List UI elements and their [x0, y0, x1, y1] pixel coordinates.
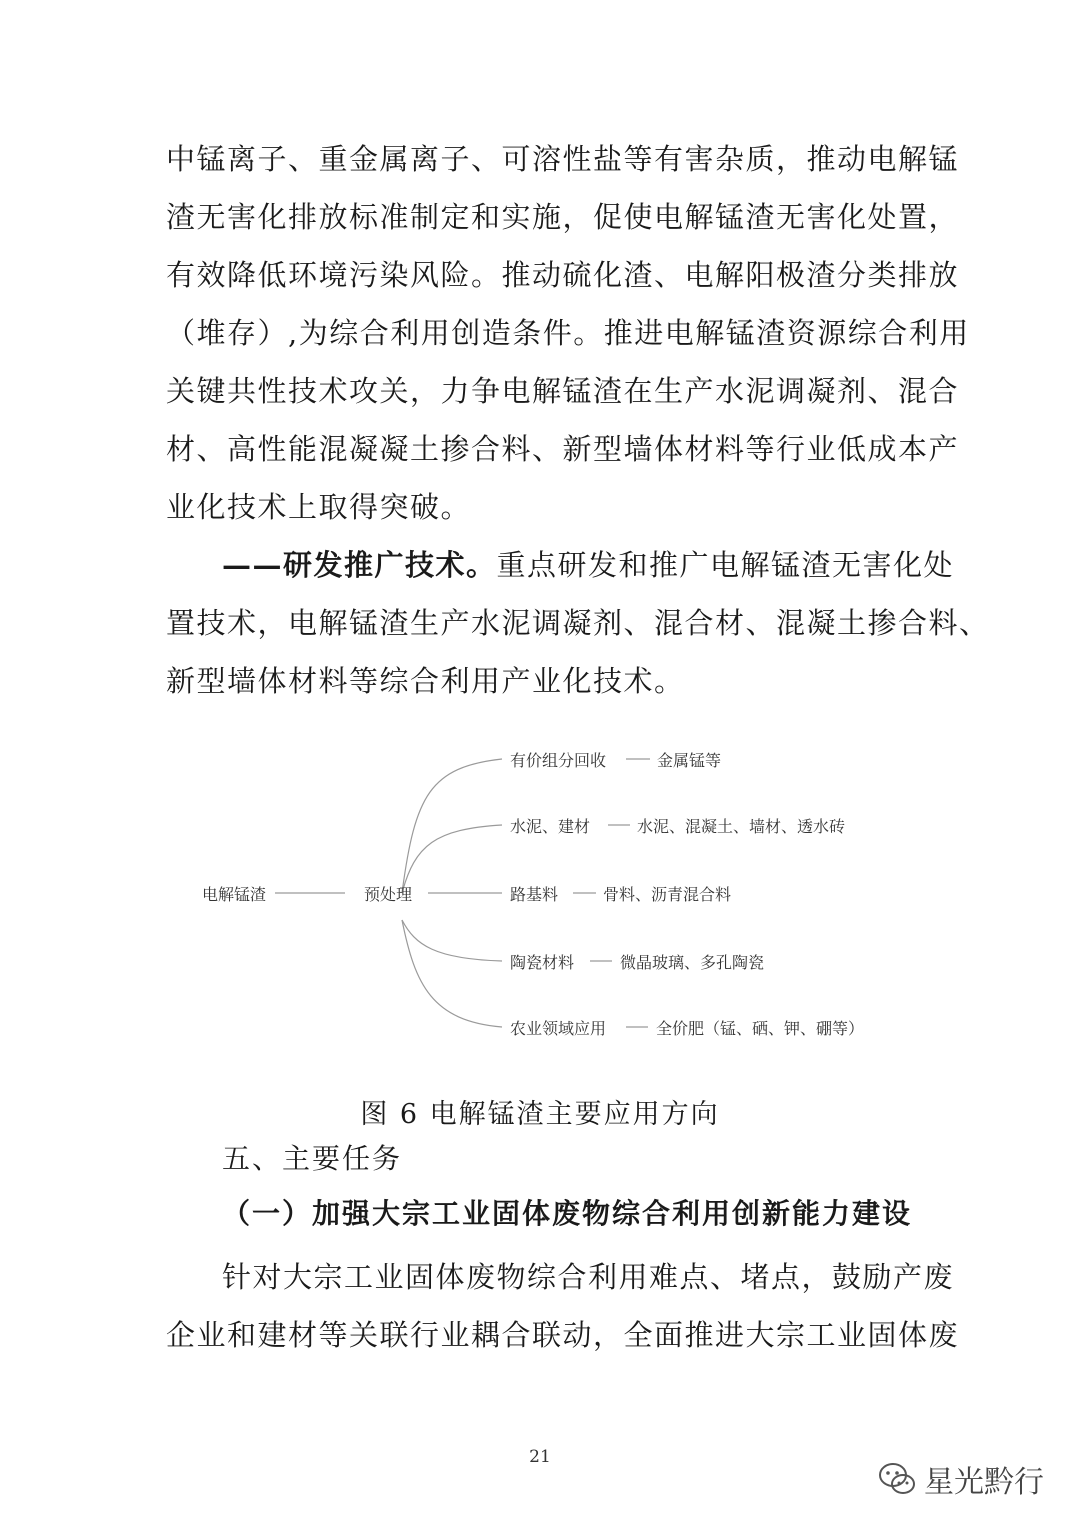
- line-rest: 重点研发和推广电解锰渣无害化处: [496, 548, 955, 582]
- text-line: 中锰离子、重金属离子、可溶性盐等有害杂质，推动电解锰: [166, 142, 960, 176]
- diagram-root-node: 电解锰渣: [202, 885, 267, 904]
- branch-category: 有价组分回收: [510, 751, 607, 770]
- paragraph-2: [166, 536, 990, 710]
- text-line: 关键共性技术攻关，力争电解锰渣在生产水泥调凝剂、混合: [166, 374, 960, 408]
- text-line: 渣无害化排放标准制定和实施，促使电解锰渣无害化处置，: [166, 200, 960, 234]
- figure-caption: 图 6 电解锰渣主要应用方向: [360, 1099, 720, 1130]
- diagram-mid-node: 预处理: [364, 885, 413, 904]
- text-line: 企业和建材等关联行业耦合联动，全面推进大宗工业固体废: [166, 1318, 960, 1352]
- text-line: [166, 536, 955, 594]
- branch-category: 农业领域应用: [510, 1019, 607, 1038]
- bold-lead: ——研发推广技术。: [222, 548, 497, 582]
- subsection-heading: （一）加强大宗工业固体废物综合利用创新能力建设: [222, 1197, 913, 1230]
- connector-branch-5: [402, 920, 502, 1027]
- application-diagram: [180, 735, 900, 1055]
- connector-branch-2: [402, 825, 502, 893]
- connector-branch-4: [402, 920, 502, 961]
- branch-detail: 金属锰等: [657, 751, 722, 770]
- page-number: 21: [529, 1447, 551, 1467]
- paragraph-3: [166, 1248, 960, 1364]
- wechat-icon: [876, 1458, 918, 1500]
- paragraph-1: [166, 130, 970, 536]
- branch-category: 路基料: [510, 885, 559, 904]
- branch-detail: 骨料、沥青混合料: [603, 885, 732, 904]
- branch-detail: 微晶玻璃、多孔陶瓷: [620, 953, 765, 972]
- text-line: 新型墙体材料等综合利用产业化技术。: [166, 664, 685, 698]
- watermark: [876, 1457, 1044, 1501]
- branch-detail: 全价肥（锰、硒、钾、硼等）: [656, 1019, 865, 1038]
- text-line: 置技术，电解锰渣生产水泥调凝剂、混合材、混凝土掺合料、: [166, 606, 990, 640]
- section-heading: 五、主要任务: [222, 1142, 403, 1175]
- text-line: 有效降低环境污染风险。推动硫化渣、电解阳极渣分类排放: [166, 258, 960, 292]
- text-line: 业化技术上取得突破。: [166, 490, 472, 524]
- text-line: （堆存）,为综合利用创造条件。推进电解锰渣资源综合利用: [166, 316, 970, 350]
- text-line: 针对大宗工业固体废物综合利用难点、堵点，鼓励产废: [222, 1260, 955, 1294]
- branch-category: 陶瓷材料: [510, 953, 575, 972]
- branch-detail: 水泥、混凝土、墙材、透水砖: [637, 817, 846, 836]
- branch-category: 水泥、建材: [510, 817, 591, 836]
- text-line: 材、高性能混凝凝土掺合料、新型墙体材料等行业低成本产: [166, 432, 960, 466]
- watermark-text: 星光黔行: [924, 1465, 1044, 1500]
